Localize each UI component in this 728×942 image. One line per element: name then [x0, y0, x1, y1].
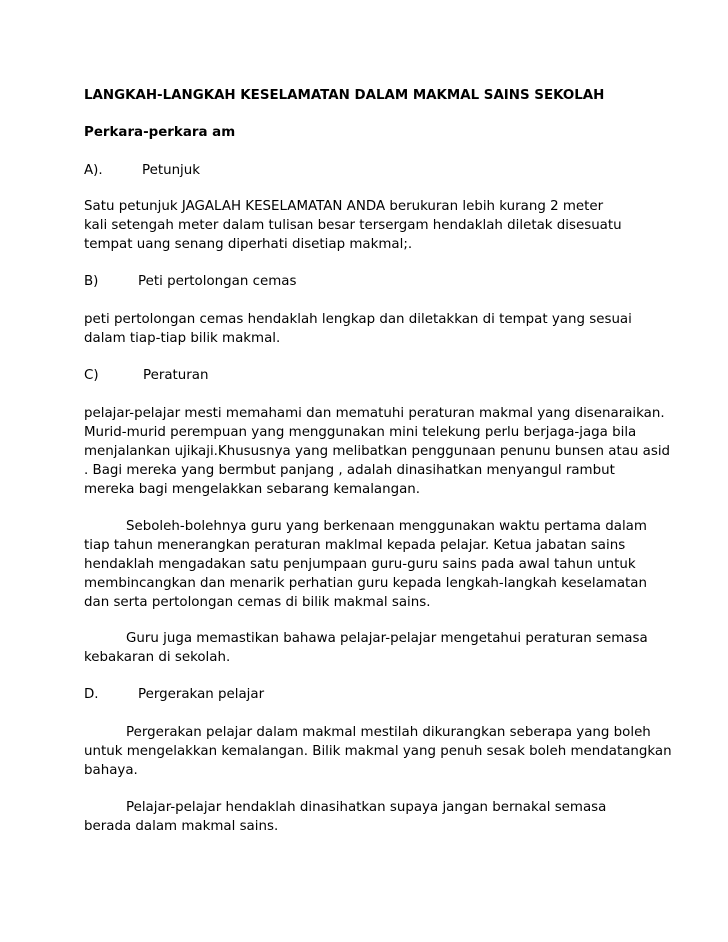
section-d-marker: D. — [84, 687, 99, 702]
section-c-marker: C) — [84, 368, 99, 383]
paragraph-line: dan serta pertolongan cemas di bilik makmal sains. — [84, 595, 431, 610]
paragraph-line: dalam tiap-tiap bilik makmal. — [84, 331, 281, 346]
paragraph-line: Satu petunjuk JAGALAH KESELAMATAN ANDA berukuran lebih kurang 2 meter — [84, 199, 604, 214]
paragraph-line: Pergerakan pelajar dalam makmal mestilah dikurangkan seberapa yang boleh — [126, 725, 651, 740]
paragraph-line: bahaya. — [84, 763, 138, 778]
paragraph-line: Seboleh-bolehnya guru yang berkenaan menggunakan waktu pertama dalam — [126, 519, 647, 534]
paragraph-line: kebakaran di sekolah. — [84, 650, 231, 665]
paragraph-line: Pelajar-pelajar hendaklah dinasihatkan supaya jangan bernakal semasa — [126, 800, 607, 815]
paragraph-line: berada dalam makmal sains. — [84, 819, 279, 834]
paragraph-line: hendaklah mengadakan satu penjumpaan guru-guru sains pada awal tahun untuk — [84, 557, 636, 572]
section-a-marker: A). — [84, 163, 103, 178]
section-d-heading: Pergerakan pelajar — [138, 687, 265, 702]
paragraph-line: Murid-murid perempuan yang menggunakan mini telekung perlu berjaga-jaga bila — [84, 425, 637, 440]
paragraph-line: membincangkan dan menarik perhatian guru kepada lengkah-langkah keselamatan — [84, 576, 647, 591]
paragraph-line: kali setengah meter dalam tulisan besar tersergam hendaklah diletak disesuatu — [84, 218, 622, 233]
section-b-marker: B) — [84, 274, 99, 289]
paragraph-line: Guru juga memastikan bahawa pelajar-pelajar mengetahui peraturan semasa — [126, 631, 648, 646]
section-c-heading: Peraturan — [143, 368, 209, 383]
paragraph-line: menjalankan ujikaji.Khususnya yang melibatkan penggunaan penunu bunsen atau asid — [84, 444, 671, 459]
paragraph-line: pelajar-pelajar mesti memahami dan mematuhi peraturan makmal yang disenaraikan. — [84, 406, 665, 421]
paragraph-line: untuk mengelakkan kemalangan. Bilik makmal yang penuh sesak boleh mendatangkan — [84, 744, 672, 759]
paragraph-line: mereka bagi mengelakkan sebarang kemalangan. — [84, 482, 421, 497]
paragraph-line: tempat uang senang diperhati disetiap makmal;. — [84, 237, 413, 252]
paragraph-line: tiap tahun menerangkan peraturan maklmal kepada pelajar. Ketua jabatan sains — [84, 538, 626, 553]
document-title: LANGKAH-LANGKAH KESELAMATAN DALAM MAKMAL SAINS SEKOLAH — [84, 88, 605, 103]
section-b-heading: Peti pertolongan cemas — [138, 274, 297, 289]
section-a-heading: Petunjuk — [142, 163, 201, 178]
paragraph-line: . Bagi mereka yang bermbut panjang , adalah dinasihatkan menyangul rambut — [84, 463, 615, 478]
paragraph-line: peti pertolongan cemas hendaklah lengkap dan diletakkan di tempat yang sesuai — [84, 312, 632, 327]
document-subtitle: Perkara-perkara am — [84, 125, 236, 140]
